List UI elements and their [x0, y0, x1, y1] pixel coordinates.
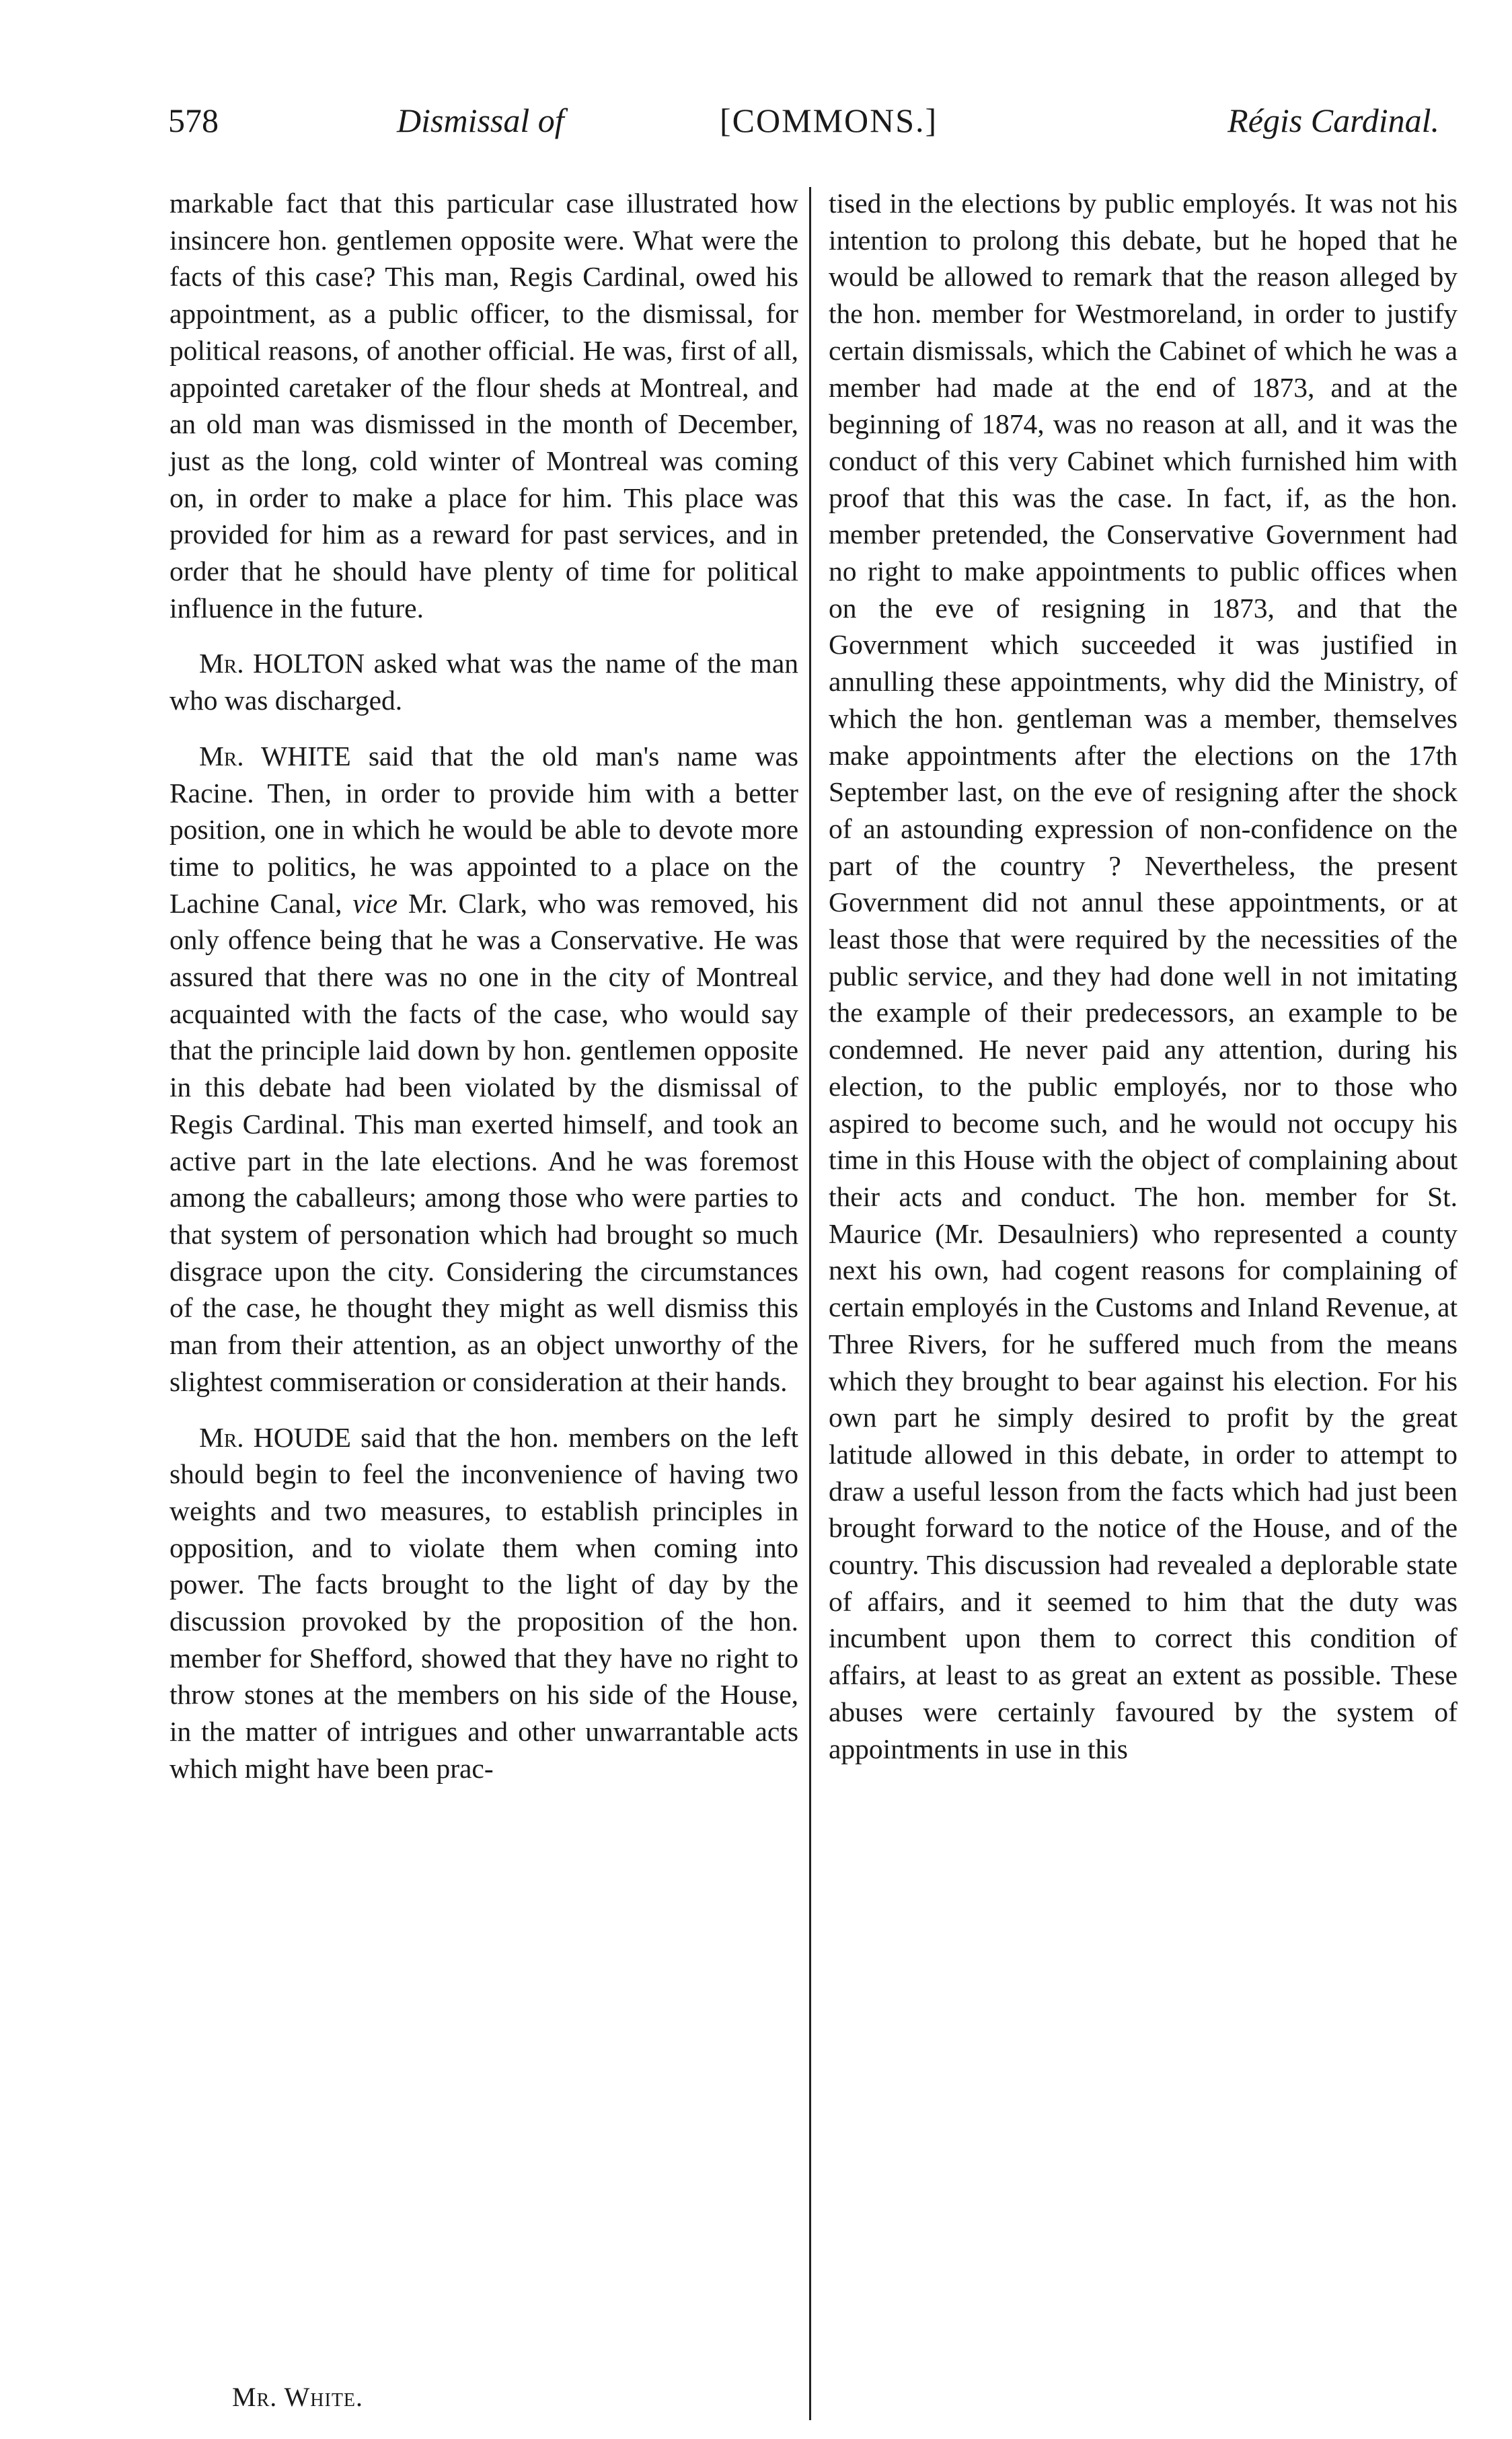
speech-text: said that the old man's name was Racine. Then, in order to provide him with a better position, one in which he would be able to devote more time to politics, he was appointed to a place on the Lachine Canal,: [169, 740, 799, 919]
speaker-name: Mr. HOLTON: [199, 648, 365, 679]
speaker-name: Mr. WHITE: [199, 740, 351, 772]
speech-text: Mr. Clark, who was removed, his only offence being that he was a Conservative. He was assured that there was no one in the city of Montreal acquainted with the facts of the case, who would say that the principle laid down by hon. gentlemen opposite in this debate had been violated by the dismissal of Regis Cardinal. This man exerted himself, and took an active part in the late elections. And he was foremost among the caballeurs; among those who were parties to that system of personation which had brought so much disgrace upon the city. Considering the circumstances of the case, he thought they might as well dismiss this man from their attention, as an object unworthy of the slightest commiseration or consideration at their hands.: [169, 887, 798, 1397]
speaker-name: Mr. HOUDE: [199, 1421, 351, 1453]
paragraph-houde: [169, 1419, 798, 1787]
speech-text: said that the hon. members on the left should begin to feel the inconvenience of having two weights and two measures, to establish principles in opposition, and to violate them when coming into power. The facts brought to the light of day by the discussion provoked by the proposition of the hon. member for Shefford, showed that they have no right to throw stones at the members on his side of the House, in the matter of intrigues and other unwarrantable acts which might have been prac-: [169, 1421, 798, 1784]
paragraph-holton: [169, 645, 798, 718]
paragraph-continuation: markable fact that this particular case illustrated how insincere hon. gentlemen opposite were. What were the facts of this case? This man, Regis Cardinal, owed his appointment, as a public officer, to the dismissal, for political reasons, of another official. He was, first of all, appointed caretaker of the flour sheds at Montreal, and an old man was dismissed in the month of December, just as the long, cold winter of Montreal was coming on, in order to make a place for him. This place was provided for him as a reward for past services, and in order that he should have plenty of time for political influence in the future.: [169, 188, 798, 624]
paragraph-continuation: tised in the elections by public employés. It was not his intention to prolong this debate, but he hoped that he would be allowed to remark that the reason alleged by the hon. member for Westmoreland, in order to justify certain dismissals, which the Cabinet of which he was a member had made at the end of 1873, and at the beginning of 1874, was no reason at all, and it was the conduct of this very Cabinet which furnished him with proof that this was the case. In fact, if, as the hon. member pretended, the Conservative Government had no right to make appointments to public offices when on the eve of resigning in 1873, and that the Government which succeeded it was justified in annulling these appointments, why did the Ministry, of which the hon. gentleman was a member, themselves make appointments after the elections on the 17th September last, on the eve of resigning after the shock of an astounding expression of non-confidence on the part of the country ? Nevertheless, the present Government did not annul these appointments, or at least those that were required by the necessities of the public service, and they had done well in not imitating the example of their predecessors, an example to be condemned. He never paid any attention, during his election, to the public employés, nor to those who aspired to become such, and he would not occupy his time in this House with the object of complaining about their acts and conduct. The hon. member for St. Maurice (Mr. Desaulniers) who represented a county next his own, had cogent reasons for complaining of certain employés in the Customs and Inland Revenue, at Three Rivers, for he suffered much from the means which they brought to bear against his election. For his own part he simply desired to profit by the great latitude allowed in this debate, in order to attempt to draw a useful lesson from the facts which had just been brought forward to the notice of the House, and of the country. This discussion had revealed a deplorable state of affairs, and it seemed to him that the duty was incumbent upon them to correct this condition of affairs, at least to as great an extent as possible. These abuses were certainly favoured by the system of appointments in use in this: [829, 188, 1458, 1764]
catchword: Mr. White.: [232, 2382, 364, 2412]
speech-text: asked what was the name of the man who was discharged.: [169, 648, 798, 716]
left-column: [169, 185, 798, 1787]
header-left-title: Dismissal of: [397, 102, 564, 139]
header-right-title: Régis Cardinal.: [1227, 102, 1439, 139]
header-chamber: [COMMONS.]: [720, 102, 938, 139]
paragraph-white: [169, 738, 798, 1400]
column-divider: [809, 187, 811, 2420]
page-number: 578: [168, 102, 219, 139]
running-header: [168, 101, 1439, 155]
right-column: [829, 185, 1458, 1767]
italic-term: vice: [352, 887, 398, 919]
